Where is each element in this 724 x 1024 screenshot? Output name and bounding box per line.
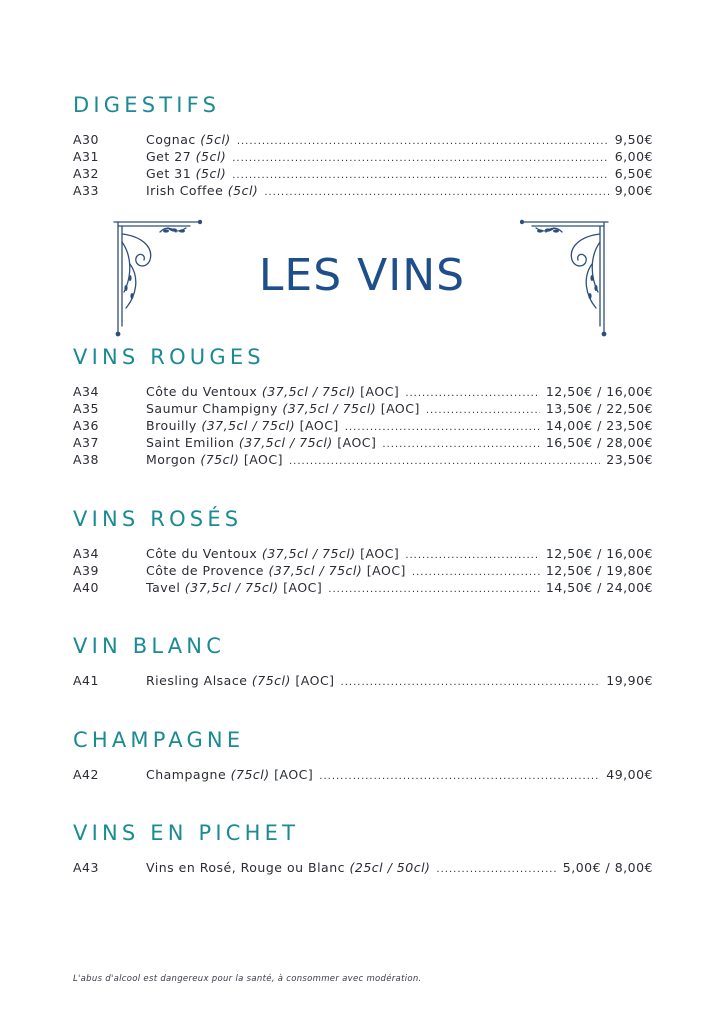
item-label: Vins en Rosé, Rouge ou Blanc bbox=[146, 860, 346, 875]
item-volume: (75cl) bbox=[230, 767, 270, 782]
item-volume: (37,5cl / 75cl) bbox=[184, 580, 279, 595]
item-volume: (75cl) bbox=[200, 452, 240, 467]
dot-leader bbox=[426, 402, 540, 419]
item-volume: (37,5cl / 75cl) bbox=[268, 563, 363, 578]
section-vin-blanc bbox=[73, 634, 653, 689]
item-list bbox=[73, 672, 653, 689]
dot-leader bbox=[232, 150, 608, 167]
item-code: A35 bbox=[73, 401, 99, 416]
item-volume: (37,5cl / 75cl) bbox=[261, 384, 356, 399]
section-title: VINS ROSÉS bbox=[73, 507, 243, 531]
item-label: Brouilly bbox=[146, 418, 197, 433]
item-code: A33 bbox=[73, 183, 99, 198]
section-vins-en-pichet bbox=[73, 821, 653, 876]
item-volume: (5cl) bbox=[227, 183, 259, 198]
dot-leader bbox=[405, 385, 540, 402]
item-name bbox=[146, 579, 322, 596]
item-price: 9,00€ bbox=[614, 183, 653, 198]
menu-item bbox=[73, 417, 653, 434]
item-name bbox=[146, 148, 226, 165]
section-digestifs bbox=[73, 93, 653, 199]
flourish-corner-icon bbox=[110, 216, 202, 340]
item-volume: (37,5cl / 75cl) bbox=[282, 401, 377, 416]
item-code: A31 bbox=[73, 149, 99, 164]
item-price: 14,00€ / 23,50€ bbox=[545, 418, 653, 433]
item-price: 6,50€ bbox=[614, 166, 653, 181]
menu-item bbox=[73, 859, 653, 876]
item-code: A43 bbox=[73, 860, 99, 875]
item-volume: (37,5cl / 75cl) bbox=[238, 435, 333, 450]
item-list bbox=[73, 383, 653, 468]
item-code: A41 bbox=[73, 673, 99, 688]
dot-leader bbox=[405, 547, 540, 564]
menu-item bbox=[73, 451, 653, 468]
item-price: 14,50€ / 24,00€ bbox=[545, 580, 653, 595]
item-list bbox=[73, 859, 653, 876]
item-label: Get 27 bbox=[146, 149, 192, 164]
menu-item bbox=[73, 672, 653, 689]
item-code: A40 bbox=[73, 580, 99, 595]
item-name bbox=[146, 131, 231, 148]
item-price: 12,50€ / 19,80€ bbox=[545, 563, 653, 578]
menu-item bbox=[73, 148, 653, 165]
item-price: 12,50€ / 16,00€ bbox=[545, 384, 653, 399]
item-label: Saumur Champigny bbox=[146, 401, 278, 416]
item-price: 6,00€ bbox=[614, 149, 653, 164]
item-label: Riesling Alsace bbox=[146, 673, 248, 688]
item-name bbox=[146, 383, 399, 400]
item-appellation: [AOC] bbox=[360, 384, 400, 399]
item-appellation: [AOC] bbox=[337, 435, 377, 450]
item-volume: (5cl) bbox=[195, 149, 227, 164]
item-name bbox=[146, 400, 420, 417]
item-volume: (37,5cl / 75cl) bbox=[261, 546, 356, 561]
menu-item bbox=[73, 545, 653, 562]
item-list bbox=[73, 131, 653, 199]
dot-leader bbox=[436, 861, 556, 878]
item-appellation: [AOC] bbox=[243, 452, 283, 467]
item-code: A32 bbox=[73, 166, 99, 181]
item-code: A42 bbox=[73, 767, 99, 782]
item-price: 5,00€ / 8,00€ bbox=[562, 860, 653, 875]
section-champagne bbox=[73, 728, 653, 783]
menu-item bbox=[73, 400, 653, 417]
item-appellation: [AOC] bbox=[274, 767, 314, 782]
item-volume: (37,5cl / 75cl) bbox=[201, 418, 296, 433]
item-price: 49,00€ bbox=[606, 767, 653, 782]
item-code: A36 bbox=[73, 418, 99, 433]
menu-item bbox=[73, 131, 653, 148]
item-name bbox=[146, 165, 226, 182]
section-title: DIGESTIFS bbox=[73, 93, 221, 117]
menu-item bbox=[73, 434, 653, 451]
item-name bbox=[146, 434, 376, 451]
menu-item bbox=[73, 766, 653, 783]
item-volume: (5cl) bbox=[200, 132, 231, 147]
item-label: Morgon bbox=[146, 452, 196, 467]
item-code: A39 bbox=[73, 563, 99, 578]
item-code: A38 bbox=[73, 452, 99, 467]
dot-leader bbox=[289, 453, 600, 470]
section-title: VINS ROUGES bbox=[73, 345, 265, 369]
section-title: VINS EN PICHET bbox=[73, 821, 300, 845]
item-label: Saint Emilion bbox=[146, 435, 235, 450]
item-price: 16,50€ / 28,00€ bbox=[545, 435, 653, 450]
dot-leader bbox=[237, 133, 609, 150]
menu-item bbox=[73, 579, 653, 596]
item-volume: (5cl) bbox=[195, 166, 227, 181]
item-label: Côte du Ventoux bbox=[146, 546, 258, 561]
item-label: Champagne bbox=[146, 767, 227, 782]
dot-leader bbox=[341, 674, 601, 691]
item-code: A37 bbox=[73, 435, 99, 450]
main-title: LES VINS bbox=[258, 250, 466, 301]
item-appellation: [AOC] bbox=[366, 563, 406, 578]
item-label: Côte de Provence bbox=[146, 563, 264, 578]
item-name bbox=[146, 672, 335, 689]
menu-item bbox=[73, 165, 653, 182]
item-appellation: [AOC] bbox=[380, 401, 420, 416]
item-price: 19,90€ bbox=[606, 673, 653, 688]
menu-item bbox=[73, 383, 653, 400]
item-label: Cognac bbox=[146, 132, 196, 147]
dot-leader bbox=[328, 581, 540, 598]
item-code: A34 bbox=[73, 384, 99, 399]
section-vins-roses bbox=[73, 507, 653, 596]
item-name bbox=[146, 182, 258, 199]
item-volume: (75cl) bbox=[251, 673, 291, 688]
item-volume: (25cl / 50cl) bbox=[349, 860, 431, 875]
section-vins-rouges bbox=[73, 345, 653, 468]
item-label: Get 31 bbox=[146, 166, 192, 181]
item-name bbox=[146, 766, 313, 783]
item-name bbox=[146, 545, 399, 562]
item-appellation: [AOC] bbox=[295, 673, 335, 688]
item-price: 12,50€ / 16,00€ bbox=[545, 546, 653, 561]
item-label: Tavel bbox=[146, 580, 181, 595]
dot-leader bbox=[319, 768, 600, 785]
item-label: Côte du Ventoux bbox=[146, 384, 258, 399]
item-list bbox=[73, 545, 653, 596]
item-code: A30 bbox=[73, 132, 99, 147]
item-appellation: [AOC] bbox=[283, 580, 323, 595]
item-price: 9,50€ bbox=[614, 132, 653, 147]
item-price: 23,50€ bbox=[606, 452, 653, 467]
item-price: 13,50€ / 22,50€ bbox=[545, 401, 653, 416]
dot-leader bbox=[382, 436, 539, 453]
dot-leader bbox=[264, 184, 608, 201]
item-code: A34 bbox=[73, 546, 99, 561]
item-appellation: [AOC] bbox=[360, 546, 400, 561]
section-title: VIN BLANC bbox=[73, 634, 226, 658]
dot-leader bbox=[412, 564, 540, 581]
item-name bbox=[146, 859, 430, 876]
section-title: CHAMPAGNE bbox=[73, 728, 245, 752]
item-name bbox=[146, 451, 283, 468]
dot-leader bbox=[232, 167, 608, 184]
menu-item bbox=[73, 562, 653, 579]
item-list bbox=[73, 766, 653, 783]
item-name bbox=[146, 562, 406, 579]
item-name bbox=[146, 417, 339, 434]
item-appellation: [AOC] bbox=[299, 418, 339, 433]
menu-item bbox=[73, 182, 653, 199]
health-warning: L'abus d'alcool est dangereux pour la santé, à consommer avec modération. bbox=[73, 974, 422, 984]
item-label: Irish Coffee bbox=[146, 183, 224, 198]
flourish-corner-icon bbox=[520, 216, 612, 340]
